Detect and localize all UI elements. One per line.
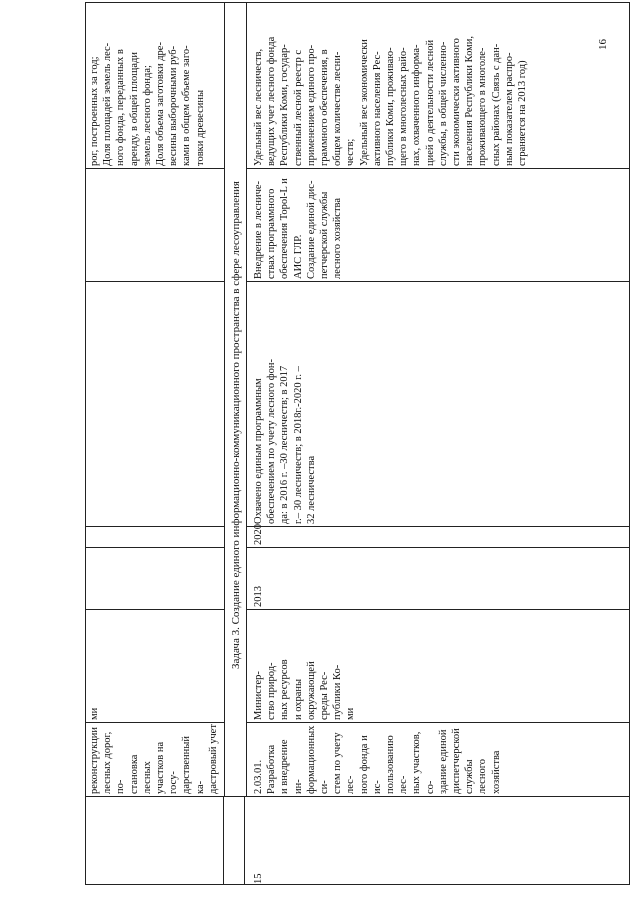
page-number: 16 (597, 39, 609, 50)
year-end-cell: 2020 (253, 524, 264, 545)
row-number: 15 (253, 873, 264, 884)
indicators-continuation: рог, построенных за год; Доля площадей земель лес- ного фонда, переданных в аренду, в общей площади земель лесного фонда; Доля объема заготовки дре- весины выборочными руб- ками в общем объеме заго- товки древесины (89, 42, 206, 166)
task-heading: Задача 3. Создание единого информационно-коммуникационного пространства в сфере лесоуправления (230, 181, 242, 669)
column-divider (246, 547, 629, 548)
row-divider (246, 3, 247, 796)
executor-cell: Министер- ство природ- ных ресурсов и охраны окружающей среды Рес- публики Ко- ми (253, 659, 357, 720)
indicators-cell: Удельный вес лесничеств, ведущих учет лесного фонда Республики Коми, государ- ственный лесной реестр с применением единого про- граммного обеспечения, в общем количестве лесни- честв; Удельный вес экономически активного населения Рес- публики Коми, проживаю- щего в многолесных райо- нах, охваченного информа- цией о деятельности лесной службы, в общей численно- сти экономически активного населения Республики Коми, проживающего в многоле- сных районах (Связь с дан- ным показателем распро- страняется на 2013 год) (253, 35, 529, 166)
number-column (85, 797, 630, 885)
column-divider (86, 526, 224, 527)
column-divider (86, 722, 224, 723)
number-column-task-band (223, 797, 245, 885)
consequences-cell: Внедрение в лесниче- ствах программного обеспечения Topol-L и АИС ГЛР. Создание единой дис- петчерской службы лесного хозяйства (253, 178, 344, 279)
measure-continuation: реконструкции лесных дорог, по- становка лесных участков на госу- дарственный ка- дастровый учет (89, 724, 219, 794)
measure-cell: 2.03.01. Разработка и внедрение ин- формационных си- стем по учету лес- ного фонда и ис- пользованию лес- ных участков, со- здание единой диспетчерской службы лесного хозяйства (253, 725, 502, 794)
column-divider (86, 168, 224, 169)
result-cell: Охвачено единым программным обеспечением по учету лесного фон- да: в 2016 г. –30 лесничеств; в 2017 г.– 30 лесничеств; в 2018г.-2020 г. – 32 лесничества (253, 359, 317, 524)
column-divider (246, 609, 629, 610)
column-divider (246, 281, 629, 282)
column-divider (246, 722, 629, 723)
row-divider (224, 3, 225, 796)
column-divider (246, 168, 629, 169)
column-divider (86, 281, 224, 282)
executor-continuation: ми (89, 707, 100, 720)
column-divider (86, 609, 224, 610)
column-divider (86, 547, 224, 548)
column-divider (246, 526, 629, 527)
document-table (85, 2, 630, 884)
year-start-cell: 2013 (253, 586, 264, 607)
